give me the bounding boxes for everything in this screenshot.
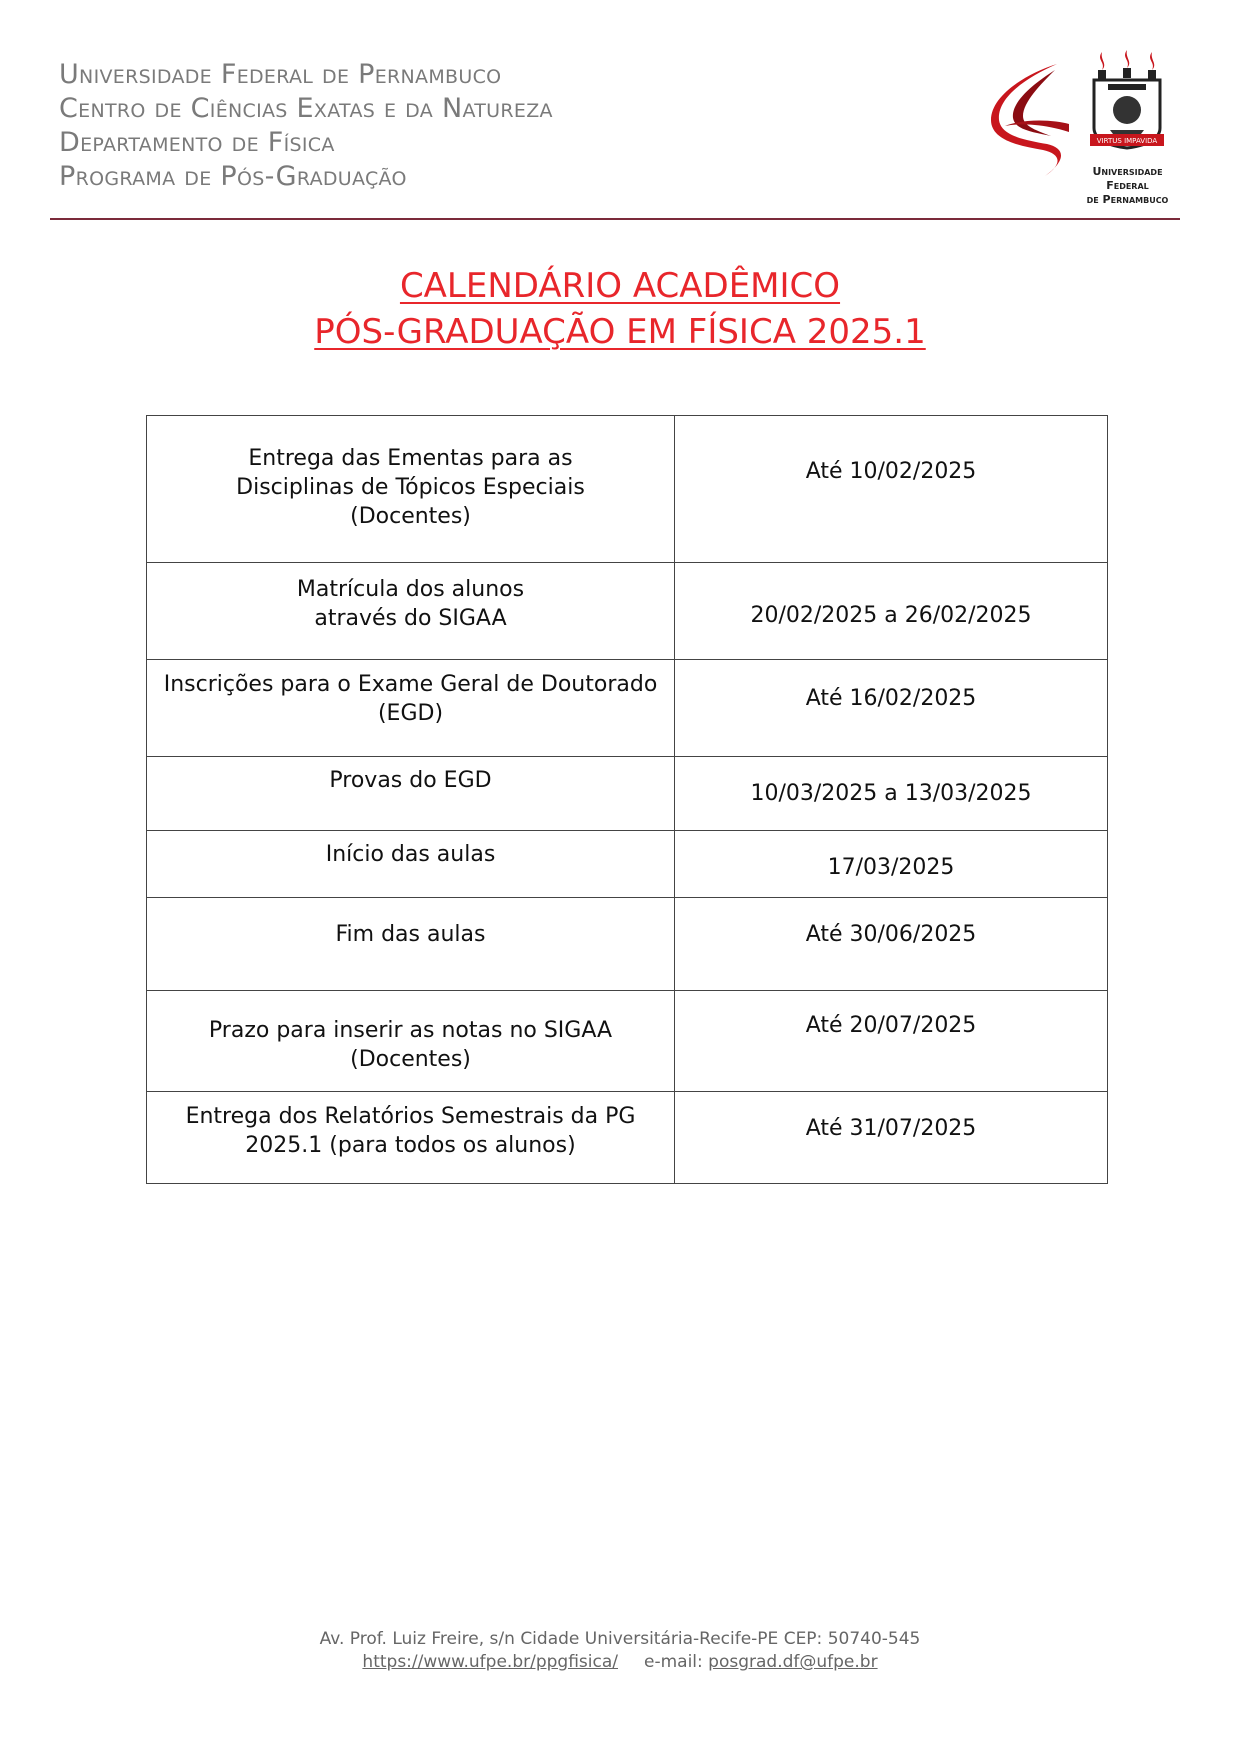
event-cell: [147, 563, 675, 660]
event-text: Início das aulas: [325, 842, 496, 867]
document-title-line1: [0, 264, 1240, 308]
website-link[interactable]: https://www.ufpe.br/ppgfisica/: [362, 1652, 618, 1672]
event-text: Provas do EGD: [329, 768, 492, 793]
date-cell: [675, 757, 1108, 831]
seal-caption: [1070, 165, 1185, 207]
header-university: Universidade Federal de Pernambuco: [59, 59, 502, 90]
footer-contact: [0, 1651, 1240, 1673]
date-text: Até 10/02/2025: [805, 459, 977, 484]
seal-caption-line: Federal: [1106, 179, 1149, 192]
date-text: Até 20/07/2025: [805, 1013, 977, 1038]
date-text: 17/03/2025: [827, 855, 955, 880]
institution-header: [59, 58, 553, 194]
header-center: Centro de Ciências Exatas e da Natureza: [59, 93, 553, 124]
event-cell: [147, 831, 675, 898]
event-text: Prazo para inserir as notas no SIGAA (Docentes): [208, 1018, 613, 1072]
date-cell: [675, 991, 1108, 1092]
table-row: [147, 991, 1108, 1092]
title-text: CALENDÁRIO ACADÊMICO: [399, 266, 841, 306]
event-text: Entrega das Ementas para as Disciplinas de Tópicos Especiais (Docentes): [236, 446, 585, 529]
date-cell: [675, 1092, 1108, 1184]
date-text: 20/02/2025 a 26/02/2025: [750, 603, 1032, 628]
title-text: PÓS-GRADUAÇÃO EM FÍSICA 2025.1: [314, 312, 926, 352]
event-text: Fim das aulas: [335, 922, 486, 947]
event-cell: [147, 660, 675, 757]
date-cell: [675, 563, 1108, 660]
table-row: [147, 563, 1108, 660]
table-row: [147, 1092, 1108, 1184]
date-text: 10/03/2025 a 13/03/2025: [750, 781, 1032, 806]
event-text: Entrega dos Relatórios Semestrais da PG 2025.1 (para todos os alunos): [185, 1104, 636, 1158]
header-department: Departamento de Física: [59, 127, 335, 158]
event-cell: [147, 416, 675, 563]
table-row: [147, 660, 1108, 757]
ufpe-seal-logo-icon: [1088, 48, 1166, 162]
date-text: Até 31/07/2025: [805, 1116, 977, 1141]
date-cell: [675, 416, 1108, 563]
seal-motto: VIRTUS IMPAVIDA: [1096, 137, 1158, 145]
date-cell: [675, 660, 1108, 757]
header-program: Programa de Pós-Graduação: [59, 161, 407, 192]
academic-calendar-table: [146, 415, 1108, 1184]
email-link[interactable]: posgrad.df@ufpe.br: [708, 1652, 878, 1672]
event-cell: [147, 757, 675, 831]
table-row: [147, 757, 1108, 831]
date-cell: [675, 898, 1108, 991]
date-text: Até 16/02/2025: [805, 686, 977, 711]
event-cell: [147, 898, 675, 991]
seal-caption-line: de Pernambuco: [1086, 193, 1169, 206]
event-cell: [147, 1092, 675, 1184]
event-text: Inscrições para o Exame Geral de Doutorado (EGD): [163, 672, 658, 726]
ccen-swirl-logo-icon: [985, 60, 1075, 180]
document-title-line2: [0, 310, 1240, 354]
table-row: [147, 898, 1108, 991]
table-row: [147, 416, 1108, 563]
footer-address: Av. Prof. Luiz Freire, s/n Cidade Universitária-Recife-PE CEP: 50740-545: [319, 1629, 921, 1649]
email-label: e-mail:: [644, 1652, 703, 1672]
date-text: Até 30/06/2025: [805, 922, 977, 947]
event-text: Matrícula dos alunos através do SIGAA: [296, 577, 525, 631]
event-cell: [147, 991, 675, 1092]
date-cell: [675, 831, 1108, 898]
seal-caption-line: Universidade: [1092, 165, 1163, 178]
table-row: [147, 831, 1108, 898]
header-divider: [50, 218, 1180, 220]
